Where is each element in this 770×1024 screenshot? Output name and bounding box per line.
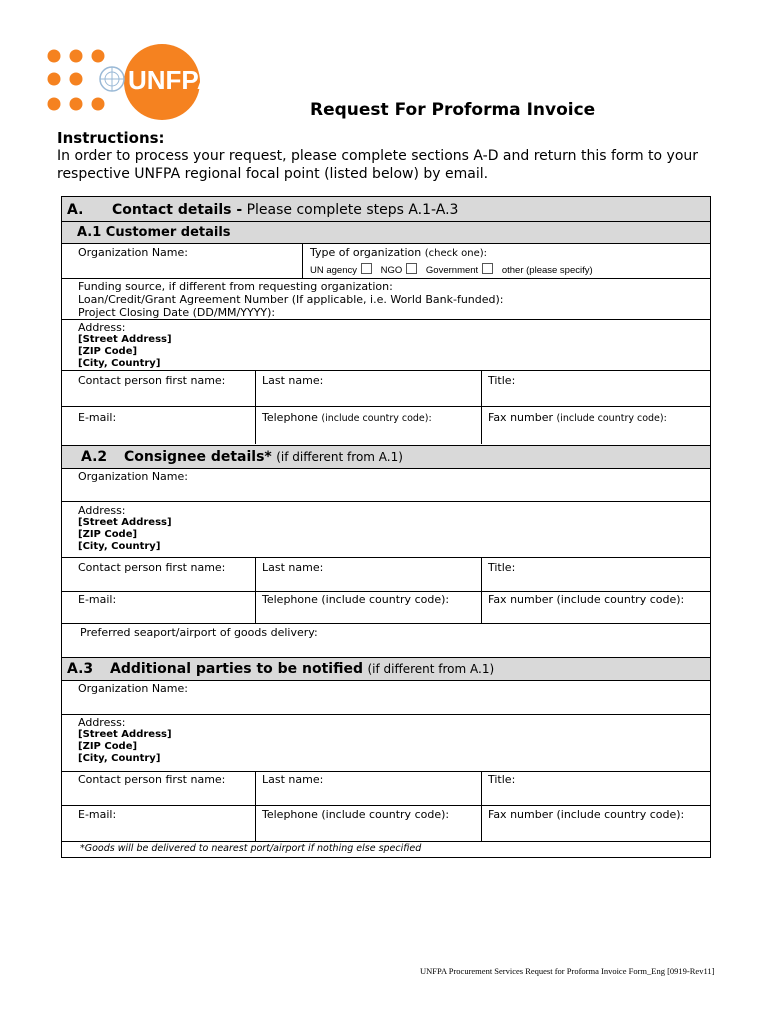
a2-address-label: Address: [78, 504, 126, 517]
divider [62, 406, 710, 407]
divider [62, 370, 710, 371]
a1-email-label: E-mail: [78, 411, 117, 424]
instructions [57, 129, 722, 183]
a2-email-label: E-mail: [78, 593, 117, 606]
a1-fax-label: Fax number [488, 411, 553, 424]
opt-ngo-checkbox[interactable] [406, 263, 417, 274]
a2-title: Consignee details* [124, 449, 272, 465]
a3-street: [Street Address] [78, 729, 172, 740]
opt-ngo-label: NGO [380, 265, 403, 276]
a2-telephone-label: Telephone (include country code): [262, 593, 450, 606]
a3-org-name-label: Organization Name: [78, 682, 188, 695]
divider [62, 714, 710, 715]
divider [62, 771, 710, 772]
section-a-title: Contact details - [112, 202, 243, 218]
proforma-form [61, 196, 711, 858]
a3-num: A.3 [67, 661, 94, 677]
a3-zip: [ZIP Code] [78, 741, 138, 752]
divider [481, 771, 482, 841]
a1-street: [Street Address] [78, 334, 172, 345]
a3-address-block [78, 729, 172, 765]
a2-title-wrap [124, 449, 403, 465]
a2-title-label: Title: [488, 561, 516, 574]
a2-first-name-label: Contact person first name: [78, 561, 226, 574]
a2-last-name-label: Last name: [262, 561, 324, 574]
a1-check-one: (check one): [424, 248, 488, 259]
a2-zip: [ZIP Code] [78, 529, 138, 540]
a2-fax-label: Fax number (include country code): [488, 593, 685, 606]
a1-title-label: Title: [488, 374, 516, 387]
opt-other-label: other (please specify) [501, 265, 593, 276]
a1-org-type [310, 246, 487, 259]
a3-title: Additional parties to be notified [110, 661, 363, 677]
divider [481, 370, 482, 444]
divider [62, 591, 710, 592]
a2-org-name-label: Organization Name: [78, 470, 188, 483]
divider [255, 557, 256, 623]
section-a-title-wrap [112, 202, 458, 218]
a2-city: [City, Country] [78, 541, 161, 552]
a3-fax-label: Fax number (include country code): [488, 808, 685, 821]
opt-un-checkbox[interactable] [361, 263, 372, 274]
a1-funding-label: Funding source, if different from requesting organization: [78, 280, 393, 293]
a2-note: (if different from A.1) [276, 450, 403, 464]
a3-title-label: Title: [488, 773, 516, 786]
instructions-line-2: respective UNFPA regional focal point (listed below) by email. [57, 166, 489, 182]
a1-loan-label: Loan/Credit/Grant Agreement Number (If applicable, i.e. World Bank-funded): [78, 293, 504, 306]
a1-org-type-options [310, 263, 593, 276]
instructions-heading: Instructions: [57, 129, 165, 147]
opt-gov-label: Government [425, 265, 479, 276]
a1-telephone-note: (include country code): [321, 413, 432, 424]
a1-telephone [262, 411, 432, 424]
logo-text: UNFPA [128, 65, 216, 95]
divider [62, 557, 710, 558]
a1-last-name-label: Last name: [262, 374, 324, 387]
divider [302, 243, 303, 278]
a3-email-label: E-mail: [78, 808, 117, 821]
a3-address-label: Address: [78, 716, 126, 729]
a3-first-name-label: Contact person first name: [78, 773, 226, 786]
section-a-subtitle: Please complete steps A.1-A.3 [246, 202, 459, 218]
a2-seaport-label: Preferred seaport/airport of goods delivery: [80, 626, 318, 639]
a3-telephone-label: Telephone (include country code): [262, 808, 450, 821]
a1-first-name-label: Contact person first name: [78, 374, 226, 387]
divider [481, 557, 482, 623]
a3-title-wrap [110, 661, 494, 677]
a1-address-label: Address: [78, 321, 126, 334]
divider [62, 319, 710, 320]
a3-note: (if different from A.1) [367, 662, 495, 676]
divider [62, 841, 710, 842]
a1-closing-date-label: Project Closing Date (DD/MM/YYYY): [78, 306, 276, 319]
a3-last-name-label: Last name: [262, 773, 324, 786]
divider [62, 501, 710, 502]
opt-un-label: UN agency [310, 265, 357, 276]
a1-city: [City, Country] [78, 358, 161, 369]
a3-city: [City, Country] [78, 753, 161, 764]
divider [62, 805, 710, 806]
a1-fax-note: (include country code): [556, 413, 667, 424]
a2-address-block [78, 517, 172, 553]
a1-org-name-label: Organization Name: [78, 246, 188, 259]
divider [255, 771, 256, 841]
page-footer: UNFPA Procurement Services Request for Proforma Invoice Form_Eng [0919-Rev11] [420, 966, 715, 976]
a2-street: [Street Address] [78, 517, 172, 528]
a1-title: A.1 Customer details [77, 225, 231, 240]
opt-gov-checkbox[interactable] [482, 263, 493, 274]
divider [62, 278, 710, 279]
a3-footnote: *Goods will be delivered to nearest port/airport if nothing else specified [80, 843, 422, 854]
a1-address-block [78, 334, 172, 370]
a1-telephone-label: Telephone [262, 411, 318, 424]
section-a-letter: A. [67, 202, 84, 218]
a1-org-type-label: Type of organization [310, 246, 422, 259]
unfpa-logo-icon [44, 44, 216, 120]
a2-num: A.2 [81, 449, 108, 465]
unfpa-logo [44, 44, 216, 120]
a1-fax [488, 411, 667, 424]
a1-zip: [ZIP Code] [78, 346, 138, 357]
page-title: Request For Proforma Invoice [310, 100, 596, 120]
divider [255, 370, 256, 444]
divider [62, 623, 710, 624]
instructions-line-1: In order to process your request, please complete sections A-D and return this form to your [57, 148, 699, 164]
